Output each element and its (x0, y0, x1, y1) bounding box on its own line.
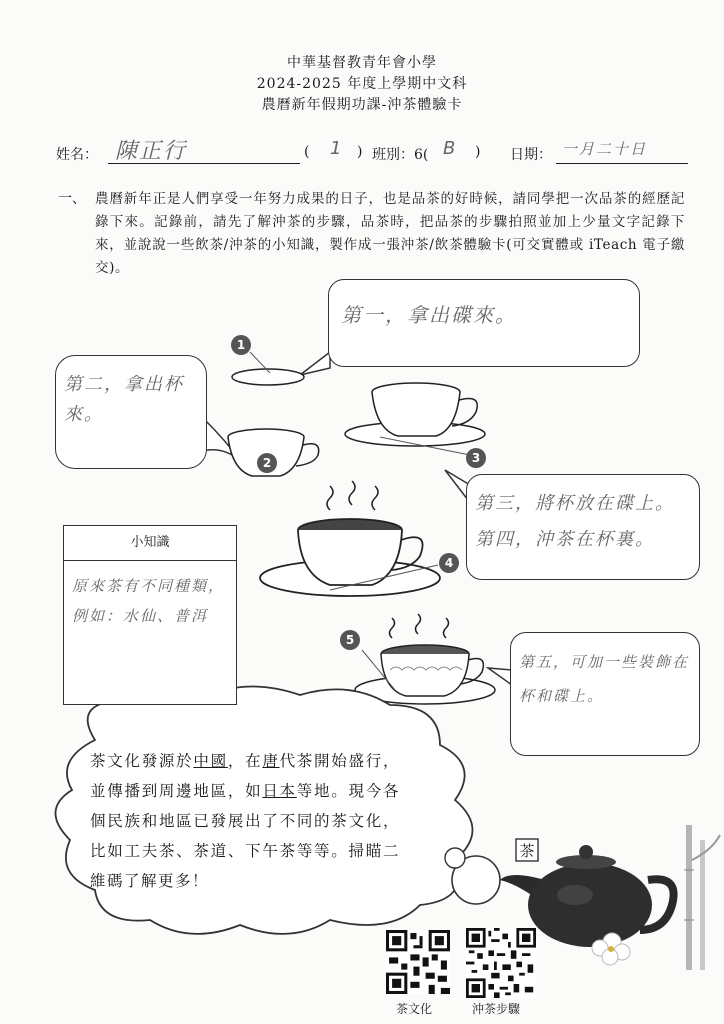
knowledge-answer: 原來茶有不同種類，例如：水仙、普洱 (72, 577, 226, 625)
step-marker-4 (439, 553, 459, 573)
tea-culture-text (90, 746, 400, 896)
thought-bubble-small (445, 848, 465, 868)
page-title: 農曆新年假期功課-沖茶體驗卡 (261, 97, 463, 113)
step2-answer: 第二，拿出杯來。 (64, 374, 184, 425)
qr-label-tea-steps: 沖茶步驟 (472, 1002, 521, 1016)
name-value: 陳正行 (115, 139, 188, 164)
knowledge-note (63, 525, 237, 705)
qr-code-tea-culture[interactable] (386, 930, 450, 994)
decorated-cup-5-icon (355, 614, 495, 704)
knowledge-title: 小知識 (64, 526, 236, 561)
step2-bubble (55, 355, 207, 469)
step5-answer-line2: 杯和碟上。 (519, 687, 605, 705)
class-number-open: ( (304, 144, 310, 160)
step3-4-bubble (466, 474, 700, 580)
marker-3-label: 3 (471, 451, 481, 465)
cloud-text-3: 代茶開始盛行，並傳播到周邊地區，如 (90, 752, 400, 800)
bubble5-tail (488, 668, 512, 685)
question-number: 一、 (58, 191, 86, 207)
cup-saucer-3-icon (345, 383, 485, 455)
cloud-text-1: 茶文化發源於 (90, 752, 194, 770)
qr-code-tea-steps[interactable] (465, 928, 537, 998)
school-name: 中華基督教青年會小學 (287, 55, 437, 71)
step-marker-5 (340, 630, 360, 650)
marker-2-label: 2 (262, 456, 272, 470)
step-marker-2 (257, 453, 277, 473)
class-close: ) (475, 144, 481, 160)
bamboo-icon (684, 825, 720, 970)
marker-1-label: 1 (236, 338, 246, 352)
cloud-text-2: ，在 (227, 752, 263, 770)
name-label: 姓名： (56, 147, 98, 163)
cloud-text-japan: 日本 (262, 782, 297, 800)
date-label: 日期： (510, 147, 552, 163)
instructions-text: 農曆新年正是人們享受一年努力成果的日子，也是品茶的好時候，請同學把一次品茶的經歷記錄下來。記錄前，請先了解沖茶的步驟，品茶時，把品茶的步驟拍照並加上少量文字記錄下來，並說說一些飲茶/沖茶的小知識，製作成一張沖茶/飲茶體驗卡(可交實體或 iTeach 電子繳交)。 (95, 191, 685, 276)
qr-label-tea-culture: 茶文化 (396, 1002, 433, 1016)
saucer-1-icon (232, 352, 304, 385)
step4-answer: 第四，沖茶在杯裏。 (475, 529, 655, 550)
step1-answer: 第一，拿出碟來。 (341, 303, 517, 327)
tea-stamp (516, 839, 538, 861)
cloud-text-4: 等地。現今各個民族和地區已發展出了不同的茶文化，比如工夫茶、茶道、下午茶等等。掃瞄二維碼了解更多！ (90, 782, 400, 890)
step5-bubble (510, 632, 700, 756)
bubble1-tail (300, 352, 330, 375)
class-number-close: ) (357, 144, 363, 160)
marker-5-label: 5 (345, 633, 355, 647)
tea-cup-4-icon (260, 481, 440, 596)
tea-stamp-char: 茶 (519, 842, 535, 860)
class-value: B (443, 138, 458, 159)
marker-4-label: 4 (444, 556, 454, 570)
class-label: 班別：6( (372, 147, 429, 163)
step3-answer: 第三，將杯放在碟上。 (475, 493, 675, 514)
step-marker-1 (231, 335, 251, 355)
term-line: 2024-2025 年度上學期中文科 (256, 76, 468, 92)
step1-bubble (328, 279, 640, 367)
step5-answer-line1: 第五，可加一些裝飾在 (519, 653, 690, 671)
date-value: 一月二十日 (562, 140, 648, 158)
cloud-text-tang: 唐 (262, 752, 280, 770)
cloud-text-china: 中國 (193, 752, 228, 770)
step-marker-3 (466, 448, 486, 468)
class-number-value: 1 (330, 138, 344, 159)
